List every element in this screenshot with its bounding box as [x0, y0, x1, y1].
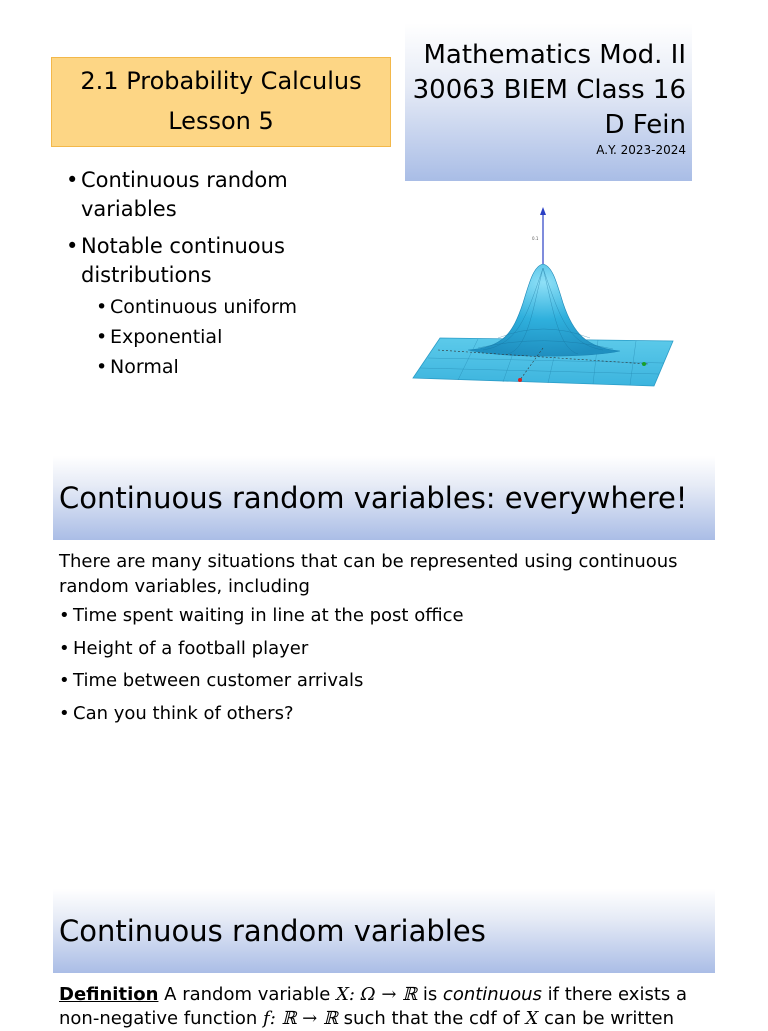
outline-item-continuous-rv: • Continuous random variables: [66, 166, 396, 224]
outline-subitem-exponential: • Exponential: [66, 322, 396, 352]
outline-subitem-uniform: • Continuous uniform: [66, 292, 396, 322]
lesson-number: Lesson 5: [168, 107, 274, 135]
list-item: • Can you think of others?: [59, 701, 699, 726]
definition-keyword: Definition: [59, 984, 159, 1005]
math-expression: f: ℝ → ℝ: [263, 1008, 338, 1029]
course-info-box: [405, 23, 692, 181]
slide3-title: Continuous random variables: [53, 889, 715, 973]
outline-item-notable-distributions: • Notable continuous distributions: [66, 232, 396, 290]
academic-year: A.Y. 2023-2024: [596, 143, 686, 157]
examples-list: [59, 603, 699, 733]
course-code: 30063 BIEM Class 16: [412, 75, 686, 105]
outline-subitem-normal: • Normal: [66, 352, 396, 382]
slide2-intro: There are many situations that can be represented using continuous random variables, including: [59, 551, 678, 597]
gaussian-surface-image: [408, 198, 678, 393]
emphasis-continuous: continuous: [442, 984, 542, 1005]
math-expression: X: Ω → ℝ: [336, 984, 418, 1005]
slide2-title: Continuous random variables: everywhere!: [53, 456, 715, 540]
lesson-outline: [66, 166, 396, 382]
definition-text: Definition A random variable X: Ω → ℝ is continuous if there exists a non-negative function f: ℝ → ℝ such that the cdf of X can be written: [59, 984, 688, 1029]
math-expression: X: [525, 1008, 539, 1029]
course-name: Mathematics Mod. II: [423, 40, 686, 70]
svg-text:0.1: 0.1: [532, 236, 539, 241]
list-item: • Time spent waiting in line at the post office: [59, 603, 699, 628]
list-item: • Height of a football player: [59, 636, 699, 661]
instructor-name: D Fein: [604, 110, 686, 140]
list-item: • Time between customer arrivals: [59, 668, 699, 693]
lesson-topic: 2.1 Probability Calculus: [80, 67, 362, 95]
lesson-title-box: [51, 57, 391, 147]
